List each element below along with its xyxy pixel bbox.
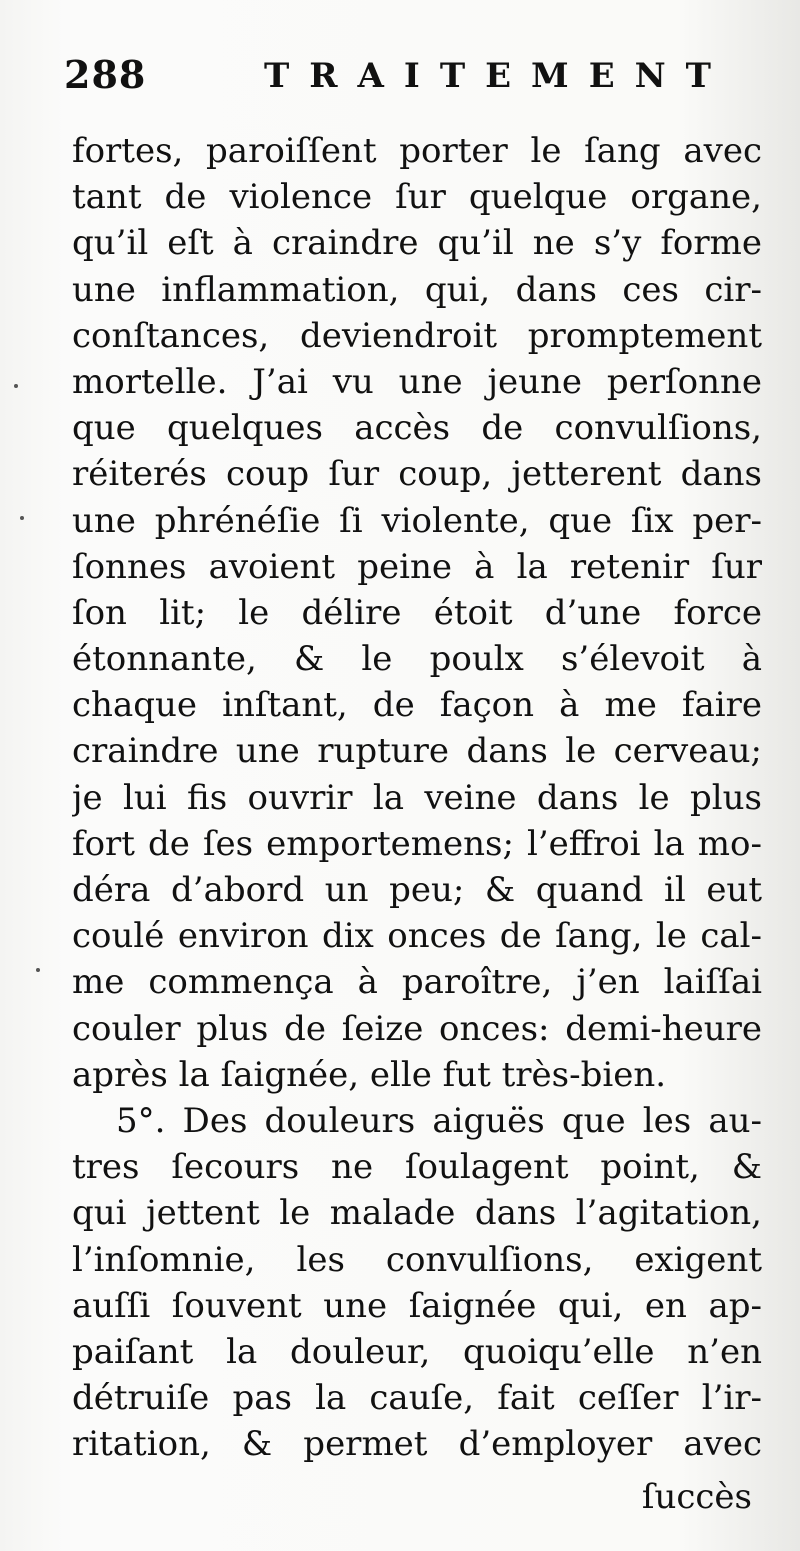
text-line: une phrénéſie ſi violente, que ſix per- xyxy=(72,500,762,541)
text-line-paragraph-start: 5°. Des douleurs aiguës que les au- xyxy=(116,1100,762,1141)
margin-speck xyxy=(14,384,18,388)
text-line: je lui fis ouvrir la veine dans le plus xyxy=(72,777,762,818)
text-line: détruiſe pas la cauſe, fait ceſſer l’ir- xyxy=(72,1378,762,1419)
text-line: mortelle. J’ai vu une jeune perſonne xyxy=(72,361,762,402)
text-line: une inflammation, qui, dans ces cir- xyxy=(72,269,762,310)
text-line: paiſant la douleur, quoiqu’elle n’en xyxy=(72,1331,762,1372)
text-line: couler plus de ſeize onces: demi-heure xyxy=(72,1008,762,1049)
text-line: tant de violence ſur quelque organe, xyxy=(72,177,762,218)
text-line: ritation, & permet d’employer avec xyxy=(72,1424,762,1465)
text-line: chaque inſtant, de façon à me faire xyxy=(72,685,762,726)
text-line: réiterés coup ſur coup, jetterent dans xyxy=(72,454,762,495)
text-line: qui jettent le malade dans l’agitation, xyxy=(72,1193,762,1234)
margin-speck xyxy=(36,968,40,972)
page-header xyxy=(64,52,754,98)
running-head: TRAITEMENT xyxy=(264,56,731,96)
text-line: fortes, paroiſſent porter le ſang avec xyxy=(72,131,762,171)
text-line: que quelques accès de convulſions, xyxy=(72,408,762,449)
text-line: qu’il eſt à craindre qu’il ne s’y forme xyxy=(72,223,762,264)
text-line-paragraph-end: après la ſaignée, elle fut très-bien. xyxy=(72,1054,667,1095)
text-line: conſtances, deviendroit promptement xyxy=(72,315,762,356)
text-line: étonnante, & le poulx s’élevoit à xyxy=(72,639,762,680)
body-text xyxy=(72,128,762,1467)
text-line: craindre une rupture dans le cerveau; xyxy=(72,731,762,772)
text-line: fort de ſes emportemens; l’effroi la mo- xyxy=(72,823,762,864)
text-line: coulé environ dix onces de ſang, le cal- xyxy=(72,916,762,957)
text-line: ſonnes avoient peine à la retenir ſur xyxy=(72,546,762,587)
text-line: déra d’abord un peu; & quand il eut xyxy=(72,870,762,910)
text-line: tres ſecours ne ſoulagent point, & xyxy=(72,1147,762,1188)
text-line: ſon lit; le délire étoit d’une force xyxy=(72,592,762,633)
page-number: 288 xyxy=(64,52,147,97)
text-line: l’inſomnie, les convulſions, exigent xyxy=(72,1239,762,1280)
margin-speck xyxy=(20,516,24,520)
text-line: auſſi ſouvent une ſaignée qui, en ap- xyxy=(72,1285,762,1326)
catchword: ſuccès xyxy=(641,1477,752,1517)
text-line: me commença à paroître, j’en laiſſai xyxy=(72,962,762,1003)
